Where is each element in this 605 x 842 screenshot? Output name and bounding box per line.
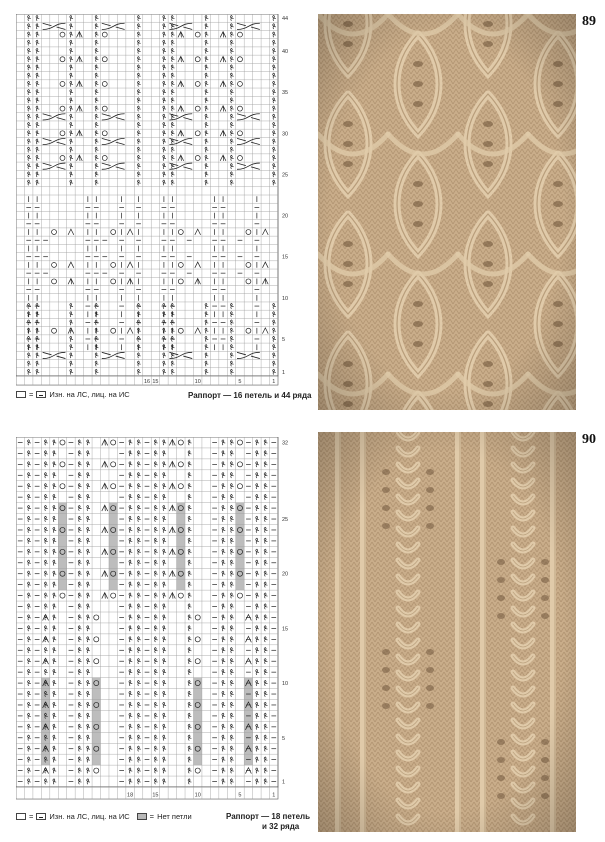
legend-text: Изн. на ЛС, лиц. на ИС xyxy=(49,812,130,821)
legend-89 xyxy=(16,390,130,399)
no-stitch-cell xyxy=(58,568,66,579)
stitch-number: 1 xyxy=(272,792,276,799)
pattern-number-89: 89 xyxy=(582,14,596,29)
no-stitch-cell xyxy=(109,525,117,536)
row-number: 15 xyxy=(282,626,289,633)
no-stitch-cell xyxy=(236,568,244,579)
row-numbers xyxy=(282,440,288,785)
repeat-89: Раппорт — 16 петель и 44 ряда xyxy=(188,391,312,400)
stitch-number: 5 xyxy=(238,792,242,799)
legend-dash-box xyxy=(36,813,46,820)
stitch-chart-90 xyxy=(16,437,292,805)
no-stitch-cell xyxy=(58,557,66,568)
row-number: 40 xyxy=(282,49,289,56)
stitch-number: 5 xyxy=(238,378,242,385)
no-stitch-cell xyxy=(236,579,244,590)
no-stitch-cell xyxy=(177,557,185,568)
no-stitch-cell xyxy=(109,514,117,525)
stitch-numbers xyxy=(16,787,278,799)
no-stitch-cell xyxy=(193,721,201,732)
no-stitch-cell xyxy=(193,732,201,743)
legend-grey-box xyxy=(137,813,147,820)
row-number: 20 xyxy=(282,213,289,220)
no-stitch-cell xyxy=(236,557,244,568)
legend-90 xyxy=(16,812,192,821)
no-stitch-cell xyxy=(109,546,117,557)
pattern-number-90: 90 xyxy=(582,432,596,447)
legend-empty-box xyxy=(16,391,26,398)
no-stitch-cell xyxy=(58,579,66,590)
chart-grid xyxy=(16,437,278,787)
no-stitch-cell xyxy=(193,678,201,689)
no-stitch-cell xyxy=(58,514,66,525)
no-stitch-cell xyxy=(193,700,201,711)
chart-grid xyxy=(16,14,278,376)
stitch-number: 10 xyxy=(194,792,201,799)
legend-equals: = xyxy=(29,812,34,821)
row-number: 30 xyxy=(282,131,289,138)
no-stitch-cell xyxy=(236,525,244,536)
legend-equals: = xyxy=(29,390,34,399)
knit-swatch-image-90 xyxy=(318,432,576,832)
no-stitch-cell xyxy=(58,503,66,514)
no-stitch-cell xyxy=(109,568,117,579)
row-number: 10 xyxy=(282,681,289,688)
no-stitch-cell xyxy=(177,535,185,546)
repeat-90-line1: Раппорт — 18 петель xyxy=(226,812,311,821)
knit-swatch-image-89 xyxy=(318,14,576,410)
stitch-chart-89 xyxy=(16,14,292,392)
chart-90 xyxy=(16,437,292,805)
legend-equals-2: = xyxy=(149,812,155,821)
repeat-90-line2: и 32 ряда xyxy=(262,822,300,831)
row-number: 35 xyxy=(282,90,289,97)
no-stitch-cell xyxy=(92,732,100,743)
row-number: 10 xyxy=(282,295,289,302)
no-stitch-cell xyxy=(109,503,117,514)
no-stitch-cell xyxy=(58,525,66,536)
no-stitch-cell xyxy=(236,514,244,525)
stitch-number: 18 xyxy=(127,792,134,799)
row-number: 25 xyxy=(282,172,289,179)
no-stitch-cell xyxy=(193,689,201,700)
legend-dash-box xyxy=(36,391,46,398)
row-number: 20 xyxy=(282,571,289,578)
row-number: 32 xyxy=(282,440,289,447)
no-stitch-cell xyxy=(236,546,244,557)
photo-90 xyxy=(318,432,576,832)
no-stitch-cell xyxy=(92,689,100,700)
stitch-number: 16 xyxy=(143,378,151,385)
row-numbers xyxy=(282,16,288,376)
no-stitch-cell xyxy=(177,546,185,557)
no-stitch-cell xyxy=(193,710,201,721)
no-stitch-cell xyxy=(177,514,185,525)
row-number: 1 xyxy=(282,369,286,376)
no-stitch-cell xyxy=(109,579,117,590)
no-stitch-cell xyxy=(109,535,117,546)
legend-text: Изн. на ЛС, лиц. на ИС xyxy=(49,390,130,399)
stitch-number: 1 xyxy=(272,378,276,385)
no-stitch-cell xyxy=(236,503,244,514)
row-number: 25 xyxy=(282,517,289,524)
no-stitch-cell xyxy=(193,754,201,765)
row-number: 1 xyxy=(282,779,286,786)
stitch-number: 10 xyxy=(194,378,201,385)
no-stitch-cell xyxy=(58,535,66,546)
no-stitch-cell xyxy=(177,579,185,590)
no-stitch-cell xyxy=(109,557,117,568)
no-stitch-cell xyxy=(92,710,100,721)
no-stitch-cell xyxy=(92,743,100,754)
legend-empty-box xyxy=(16,813,26,820)
stitch-number: 15 xyxy=(152,378,159,385)
chart-89 xyxy=(16,14,292,392)
no-stitch-cell xyxy=(92,754,100,765)
no-stitch-cell xyxy=(92,721,100,732)
photo-89 xyxy=(318,14,576,410)
row-number: 15 xyxy=(282,254,289,261)
no-stitch-cell xyxy=(177,503,185,514)
no-stitch-cell xyxy=(177,568,185,579)
row-number: 5 xyxy=(282,336,286,343)
no-stitch-cell xyxy=(92,700,100,711)
row-number: 44 xyxy=(282,16,289,23)
no-stitch-cell xyxy=(236,535,244,546)
no-stitch-cell xyxy=(92,678,100,689)
no-stitch-cell xyxy=(177,525,185,536)
legend-text-2: Нет петли xyxy=(157,812,192,821)
stitch-numbers xyxy=(16,376,278,385)
stitch-number: 15 xyxy=(152,792,159,799)
no-stitch-cell xyxy=(58,546,66,557)
row-number: 5 xyxy=(282,735,286,742)
no-stitch-cell xyxy=(193,743,201,754)
